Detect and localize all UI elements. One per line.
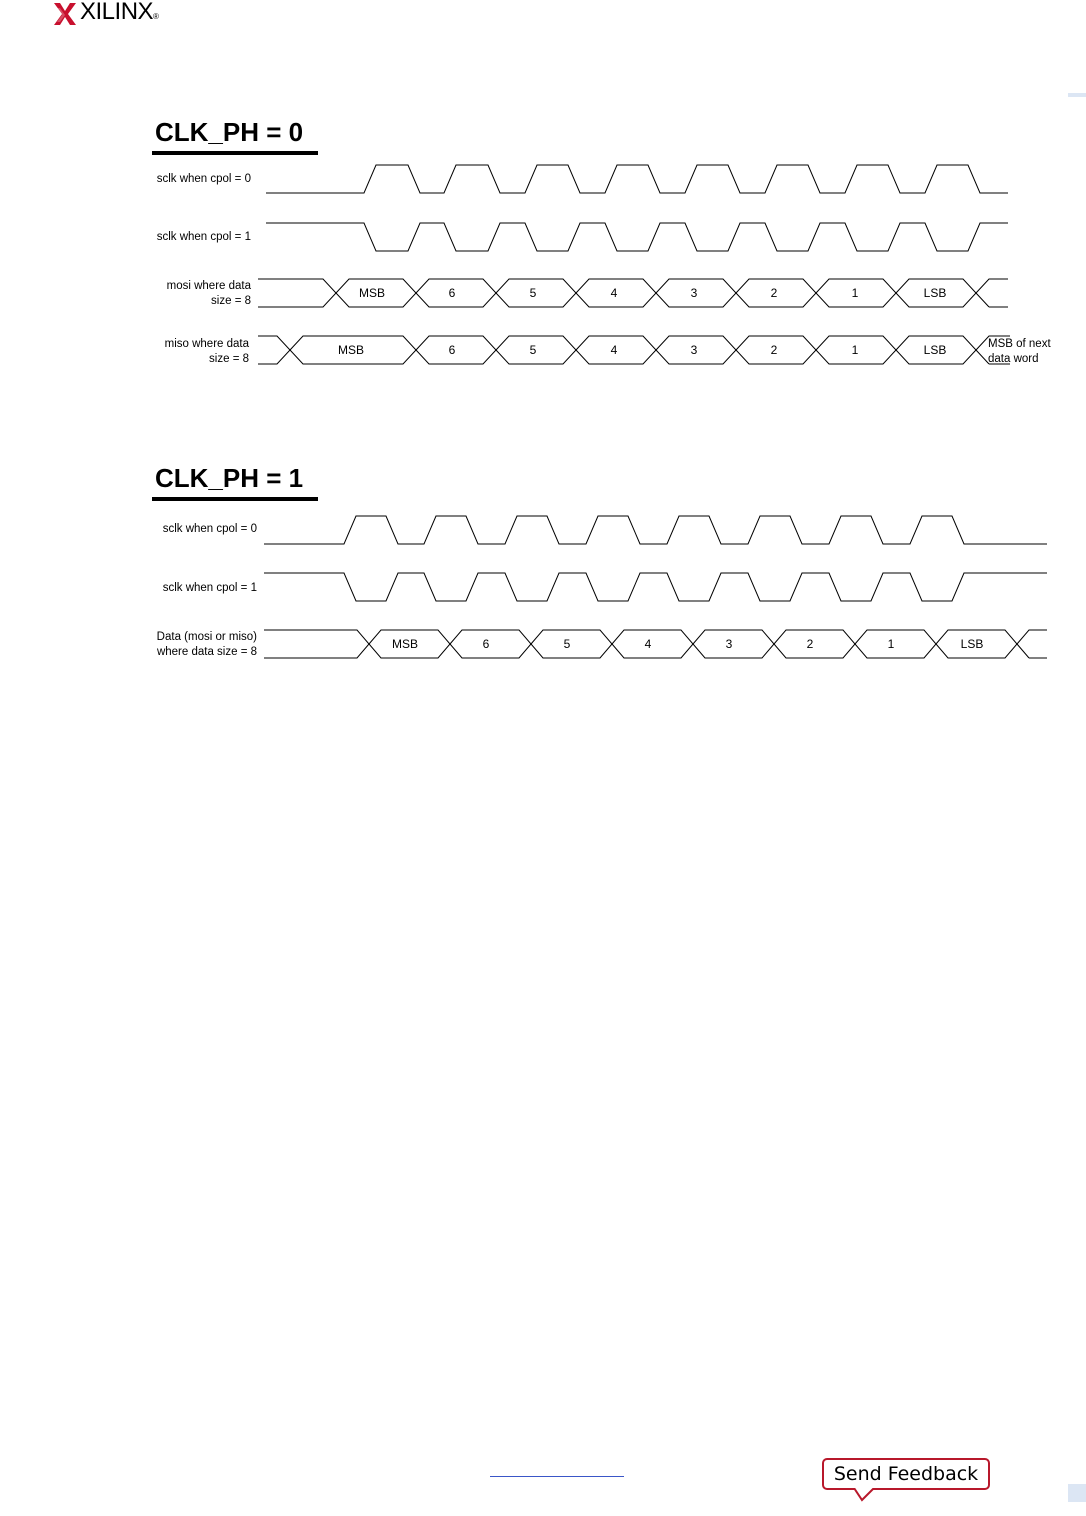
logo-text: XILINX® bbox=[80, 0, 159, 25]
edge-tab-bottom bbox=[1068, 1484, 1086, 1502]
p2-data-label-line1: Data (mosi or miso) bbox=[156, 631, 257, 643]
feedback-bubble-tail-icon bbox=[852, 1488, 882, 1502]
p2-data-seg-7: LSB bbox=[960, 637, 984, 651]
p2-data-seg-5: 2 bbox=[806, 637, 814, 651]
p2-sclk-cpol1-wave bbox=[264, 573, 1047, 601]
p1-miso-wave bbox=[258, 336, 1010, 364]
p2-data-seg-6: 1 bbox=[887, 637, 895, 651]
p1-miso-label-line2: size = 8 bbox=[209, 353, 249, 365]
p2-data-seg-2: 5 bbox=[563, 637, 571, 651]
p1-miso-seg-0: MSB bbox=[337, 343, 365, 357]
p1-mosi-seg-2: 5 bbox=[529, 286, 537, 300]
p1-miso-seg-2: 5 bbox=[529, 343, 537, 357]
p2-sclk-cpol0-label: sclk when cpol = 0 bbox=[162, 523, 257, 535]
p1-mosi-label-line2: size = 8 bbox=[211, 295, 251, 307]
timing-diagram bbox=[0, 0, 1086, 720]
p1-mosi-label-line1: mosi where data bbox=[166, 280, 251, 292]
p1-miso-seg-3: 4 bbox=[610, 343, 618, 357]
panel-2-title: CLK_PH = 1 bbox=[155, 463, 304, 493]
p1-miso-label-line1: miso where data bbox=[164, 338, 249, 350]
panel-2-title-underline bbox=[152, 497, 318, 501]
p2-data-wave bbox=[264, 630, 1047, 658]
p1-mosi-seg-4: 3 bbox=[690, 286, 698, 300]
p2-sclk-cpol1-label: sclk when cpol = 1 bbox=[162, 582, 257, 594]
p1-mosi-seg-7: LSB bbox=[923, 286, 947, 300]
panel-1-title: CLK_PH = 0 bbox=[155, 117, 304, 147]
p1-mosi-seg-6: 1 bbox=[851, 286, 859, 300]
p2-data-seg-3: 4 bbox=[644, 637, 652, 651]
p2-data-label-line2: where data size = 8 bbox=[156, 646, 257, 658]
footer-link[interactable] bbox=[490, 1466, 624, 1477]
p1-sclk-cpol0-label: sclk when cpol = 0 bbox=[156, 173, 251, 185]
p1-sclk-cpol1-wave bbox=[266, 223, 1008, 251]
p1-mosi-seg-3: 4 bbox=[610, 286, 618, 300]
p1-mosi-seg-0: MSB bbox=[358, 286, 386, 300]
send-feedback-label: Send Feedback bbox=[833, 1463, 979, 1485]
p2-data-seg-0: MSB bbox=[391, 637, 419, 651]
p1-miso-seg-6: 1 bbox=[851, 343, 859, 357]
p1-miso-seg-4: 3 bbox=[690, 343, 698, 357]
panel-1-title-underline bbox=[152, 151, 318, 155]
p1-sclk-cpol0-wave bbox=[266, 165, 1008, 193]
p1-miso-trailing-line1: MSB of next bbox=[988, 338, 1051, 350]
p1-mosi-seg-1: 6 bbox=[448, 286, 456, 300]
p1-miso-seg-5: 2 bbox=[770, 343, 778, 357]
send-feedback-button[interactable] bbox=[822, 1458, 990, 1490]
p2-sclk-cpol0-wave bbox=[264, 516, 1047, 544]
p1-sclk-cpol1-label: sclk when cpol = 1 bbox=[156, 231, 251, 243]
p1-mosi-seg-5: 2 bbox=[770, 286, 778, 300]
p1-miso-seg-7: LSB bbox=[923, 343, 947, 357]
p1-miso-seg-1: 6 bbox=[448, 343, 456, 357]
p2-data-seg-1: 6 bbox=[482, 637, 490, 651]
p2-data-seg-4: 3 bbox=[725, 637, 733, 651]
p1-miso-trailing-line2: data word bbox=[988, 353, 1039, 365]
